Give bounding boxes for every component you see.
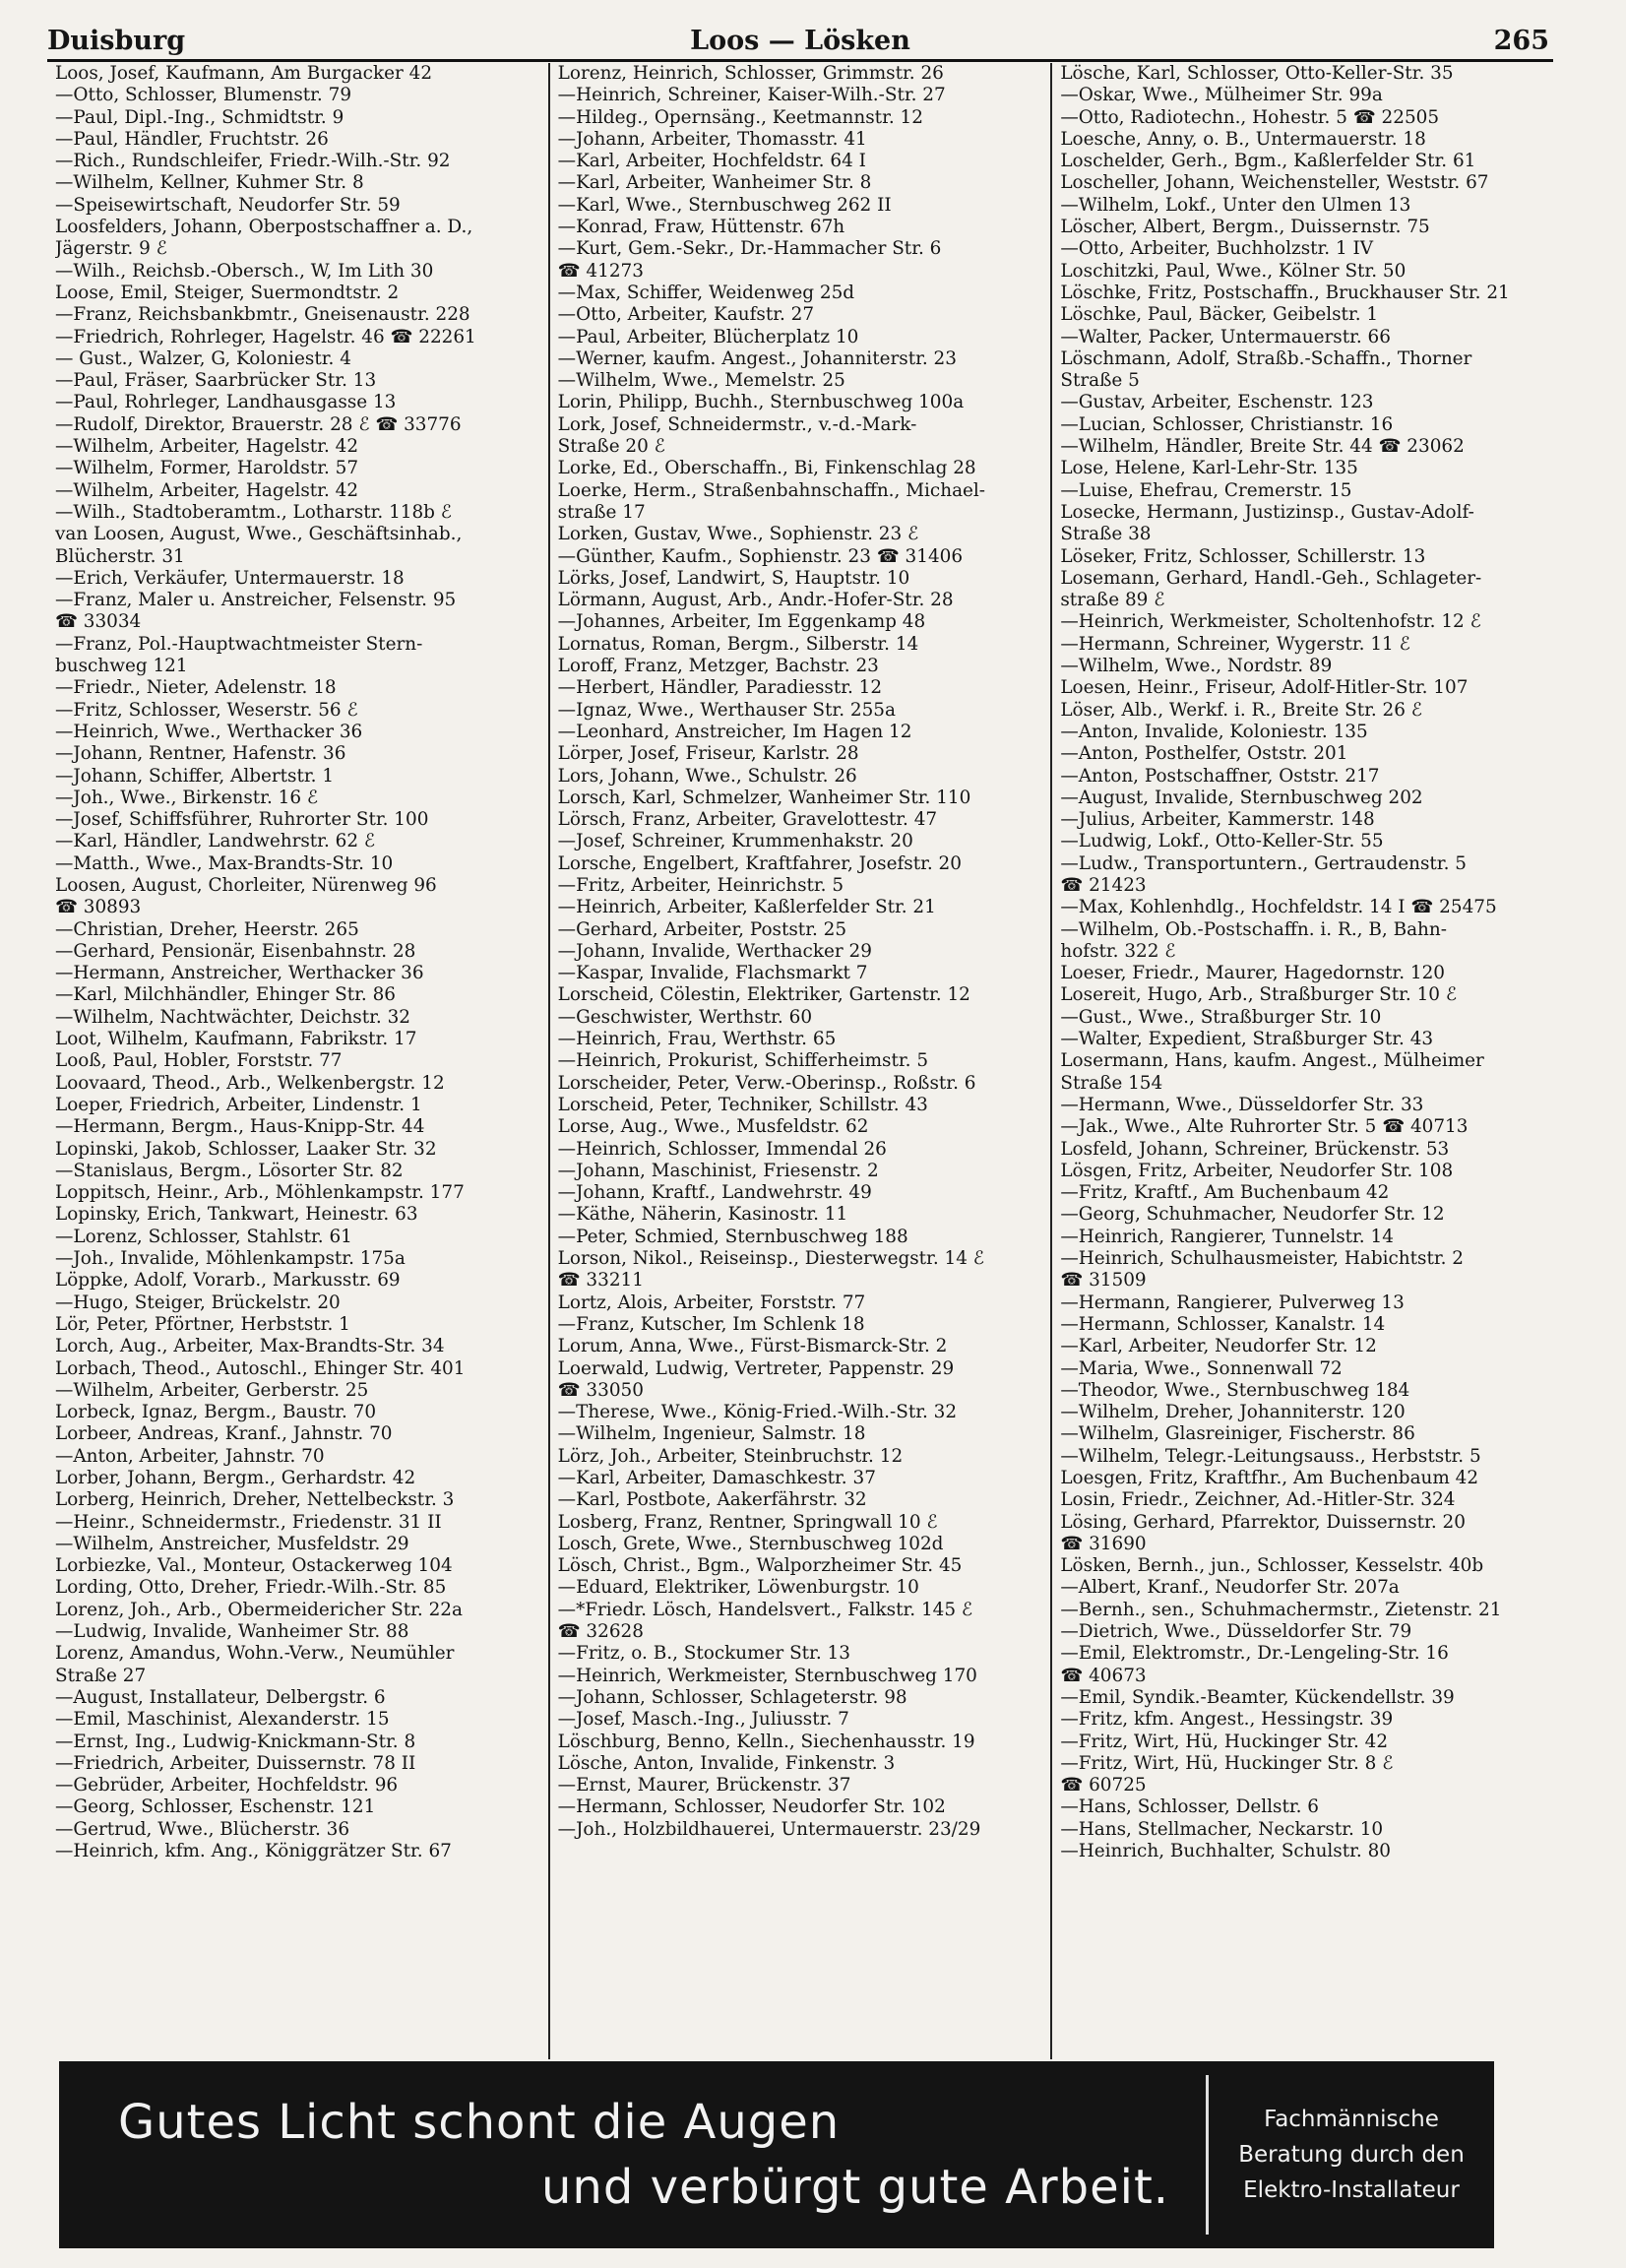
directory-entry: Lose, Helene, Karl-Lehr-Str. 135 <box>1060 458 1358 479</box>
directory-entry: —Max, Kohlenhdlg., Hochfeldstr. 14 I ☎ 25475 <box>1060 897 1497 918</box>
directory-entry: Lorbeck, Ignaz, Bergm., Baustr. 70 <box>55 1402 377 1423</box>
directory-entry: —Anton, Postschaffner, Oststr. 217 <box>1060 765 1380 787</box>
directory-entry: —August, Installateur, Delbergstr. 6 <box>55 1686 386 1708</box>
directory-entry: —Johann, Schlosser, Schlageterstr. 98 <box>557 1686 907 1708</box>
directory-entry: —Herbert, Händler, Paradiesstr. 12 <box>557 677 883 699</box>
directory-entry: ☎ 40673 <box>1060 1665 1147 1686</box>
ad-side-line: Fachmännische <box>1264 2107 1439 2132</box>
directory-entry: —Konrad, Fraw, Hüttenstr. 67h <box>557 217 845 238</box>
directory-entry: Löschke, Paul, Bäcker, Geibelstr. 1 <box>1060 304 1379 326</box>
directory-entry: —Gerhard, Pensionär, Eisenbahnstr. 28 <box>55 940 416 962</box>
directory-entry: Lors, Johann, Wwe., Schulstr. 26 <box>557 765 857 787</box>
directory-entry: —Paul, Dipl.-Ing., Schmidtstr. 9 <box>55 106 344 128</box>
directory-entry: Lorbiezke, Val., Monteur, Ostackerweg 104 <box>55 1555 453 1577</box>
directory-entry: —Stanislaus, Bergm., Lösorter Str. 82 <box>55 1160 404 1181</box>
directory-entry: —Heinr., Schneidermstr., Friedenstr. 31 II <box>55 1511 442 1533</box>
directory-entry: —Karl, Postbote, Aakerfährstr. 32 <box>557 1489 867 1511</box>
directory-entry: —Jak., Wwe., Alte Ruhrorter Str. 5 ☎ 40713 <box>1060 1116 1469 1138</box>
directory-entry: —Wilhelm, Kellner, Kuhmer Str. 8 <box>55 172 364 194</box>
directory-entry: —Rich., Rundschleifer, Friedr.-Wilh.-Str. 92 <box>55 151 451 172</box>
directory-entry: van Loosen, August, Wwe., Geschäftsinhab., <box>55 524 463 545</box>
directory-entry: —Johann, Kraftf., Landwehrstr. 49 <box>557 1182 872 1204</box>
directory-entry: —Heinrich, Frau, Werthstr. 65 <box>557 1029 837 1050</box>
directory-entry: —Heinrich, Werkmeister, Scholtenhofstr. 12 ℰ <box>1060 611 1481 633</box>
directory-entry: —Ernst, Maurer, Brückenstr. 37 <box>557 1775 851 1796</box>
directory-entry: Losereit, Hugo, Arb., Straßburger Str. 10 ℰ <box>1060 984 1457 1006</box>
directory-entry: —Käthe, Näherin, Kasinostr. 11 <box>557 1204 848 1226</box>
directory-columns <box>47 63 1553 2059</box>
directory-entry: Loeser, Friedr., Maurer, Hagedornstr. 120 <box>1060 963 1445 984</box>
directory-entry: Blücherstr. 31 <box>55 545 185 567</box>
directory-entry: —Karl, Händler, Landwehrstr. 62 ℰ <box>55 831 376 852</box>
directory-entry: —Karl, Arbeiter, Neudorfer Str. 12 <box>1060 1336 1377 1357</box>
ad-slogan-line-2: und verbürgt gute Arbeit. <box>541 2160 1170 2215</box>
directory-entry: —Karl, Milchhändler, Ehinger Str. 86 <box>55 984 396 1006</box>
directory-entry: Loroff, Franz, Metzger, Bachstr. 23 <box>557 656 879 677</box>
directory-entry: Löscher, Albert, Bergm., Duissernstr. 75 <box>1060 217 1430 238</box>
directory-entry: Lösgen, Fritz, Arbeiter, Neudorfer Str. 108 <box>1060 1160 1454 1181</box>
directory-entry: —Gust., Wwe., Straßburger Str. 10 <box>1060 1006 1382 1028</box>
column-3 <box>1050 63 1553 2059</box>
directory-entry: —Josef, Masch.-Ing., Juliusstr. 7 <box>557 1709 849 1731</box>
directory-entry: —Josef, Schreiner, Krummenhakstr. 20 <box>557 831 913 852</box>
directory-entry: —Fritz, Schlosser, Weserstr. 56 ℰ <box>55 699 358 721</box>
directory-entry: —Geschwister, Werthstr. 60 <box>557 1006 813 1028</box>
directory-entry: Loscheller, Johann, Weichensteller, Weststr. 67 <box>1060 172 1489 194</box>
directory-entry: Jägerstr. 9 ℰ <box>55 238 167 260</box>
directory-entry: —Karl, Arbeiter, Hochfeldstr. 64 I <box>557 151 866 172</box>
directory-entry: Lörsch, Franz, Arbeiter, Gravelottestr. 47 <box>557 809 938 831</box>
column-2 <box>548 63 1051 2059</box>
directory-entry: —Fritz, o. B., Stockumer Str. 13 <box>557 1643 850 1665</box>
directory-entry: Losch, Grete, Wwe., Sternbuschweg 102d <box>557 1533 944 1554</box>
directory-entry: —Hermann, Anstreicher, Werthacker 36 <box>55 963 424 984</box>
directory-entry: Loosen, August, Chorleiter, Nürenweg 96 <box>55 874 437 896</box>
directory-entry: —Wilhelm, Arbeiter, Gerberstr. 25 <box>55 1379 369 1401</box>
directory-entry: buschweg 121 <box>55 656 188 677</box>
directory-entry: —Johann, Schiffer, Albertstr. 1 <box>55 765 335 787</box>
directory-entry: —Julius, Arbeiter, Kammerstr. 148 <box>1060 809 1375 831</box>
directory-entry: Lörmann, August, Arb., Andr.-Hofer-Str. 28 <box>557 590 954 611</box>
directory-entry: Löschmann, Adolf, Straßb.-Schaffn., Thorner <box>1060 347 1472 369</box>
directory-entry: Lornatus, Roman, Bergm., Silberstr. 14 <box>557 633 919 655</box>
directory-entry: —Paul, Fräser, Saarbrücker Str. 13 <box>55 370 377 392</box>
directory-entry: —Erich, Verkäufer, Untermauerstr. 18 <box>55 567 405 589</box>
directory-entry: —Gustav, Arbeiter, Eschenstr. 123 <box>1060 392 1374 413</box>
directory-entry: Lorke, Ed., Oberschaffn., Bi, Finkenschlag 28 <box>557 458 976 479</box>
directory-entry: Löseker, Fritz, Schlosser, Schillerstr. 13 <box>1060 545 1426 567</box>
directory-entry: —Hermann, Schlosser, Neudorfer Str. 102 <box>557 1796 946 1818</box>
advertisement-banner <box>59 2061 1494 2248</box>
directory-entry: —Gertrud, Wwe., Blücherstr. 36 <box>55 1818 350 1840</box>
directory-entry: —Joh., Invalide, Möhlenkampstr. 175a <box>55 1248 406 1270</box>
directory-entry: —Emil, Syndik.-Beamter, Kückendellstr. 39 <box>1060 1686 1455 1708</box>
ad-slogan <box>59 2061 1206 2248</box>
directory-entry: —Joh., Wwe., Birkenstr. 16 ℰ <box>55 787 319 808</box>
directory-entry: —Walter, Expedient, Straßburger Str. 43 <box>1060 1029 1434 1050</box>
directory-entry: Loppitsch, Heinr., Arb., Möhlenkampstr. 177 <box>55 1182 465 1204</box>
ad-side-panel <box>1206 2075 1494 2235</box>
directory-entry: —Lucian, Schlosser, Christianstr. 16 <box>1060 413 1394 435</box>
directory-entry: —Otto, Schlosser, Blumenstr. 79 <box>55 85 352 106</box>
directory-entry: Lorenz, Joh., Arb., Obermeidericher Str. 22a <box>55 1599 463 1620</box>
directory-entry: —Matth., Wwe., Max-Brandts-Str. 10 <box>55 852 394 874</box>
directory-entry: —Luise, Ehefrau, Cremerstr. 15 <box>1060 479 1352 501</box>
directory-entry: Löppke, Adolf, Vorarb., Markusstr. 69 <box>55 1270 401 1292</box>
directory-entry: —*Friedr. Lösch, Handelsvert., Falkstr. 145 ℰ <box>557 1599 973 1620</box>
directory-entry: Losemann, Gerhard, Handl.-Geh., Schlageter- <box>1060 567 1482 589</box>
directory-entry: —Wilhelm, Händler, Breite Str. 44 ☎ 23062 <box>1060 436 1465 458</box>
directory-entry: —Friedr., Nieter, Adelenstr. 18 <box>55 677 337 699</box>
directory-entry: —Otto, Arbeiter, Kaufstr. 27 <box>557 304 815 326</box>
directory-entry: Straße 154 <box>1060 1072 1163 1094</box>
directory-entry: Lopinsky, Erich, Tankwart, Heinestr. 63 <box>55 1204 418 1226</box>
directory-entry: —Franz, Pol.-Hauptwachtmeister Stern- <box>55 633 423 655</box>
directory-entry: —Kurt, Gem.-Sekr., Dr.-Hammacher Str. 6 <box>557 238 942 260</box>
header-city: Duisburg <box>47 26 186 56</box>
directory-entry: —Paul, Arbeiter, Blücherplatz 10 <box>557 326 859 347</box>
directory-entry: Straße 5 <box>1060 370 1140 392</box>
directory-entry: Losecke, Hermann, Justizinsp., Gustav-Adolf- <box>1060 501 1474 523</box>
directory-entry: Lorenz, Amandus, Wohn.-Verw., Neumühler <box>55 1643 455 1665</box>
directory-entry: —Wilhelm, Ingenieur, Salmstr. 18 <box>557 1423 866 1445</box>
directory-entry: ☎ 41273 <box>557 260 644 282</box>
directory-entry: ☎ 31690 <box>1060 1533 1147 1554</box>
directory-entry: Loschelder, Gerh., Bgm., Kaßlerfelder Str. 61 <box>1060 151 1476 172</box>
directory-entry: —Gebrüder, Arbeiter, Hochfeldstr. 96 <box>55 1775 399 1796</box>
directory-entry: —Wilh., Stadtoberamtm., Lotharstr. 118b ℰ <box>55 501 452 523</box>
directory-entry: Lork, Josef, Schneidermstr., v.-d.-Mark- <box>557 413 917 435</box>
directory-entry: —Heinrich, Schulhausmeister, Habichtstr. 2 <box>1060 1248 1465 1270</box>
directory-entry: —Anton, Posthelfer, Oststr. 201 <box>1060 743 1348 765</box>
directory-entry: —Leonhard, Anstreicher, Im Hagen 12 <box>557 721 912 742</box>
directory-entry: —Otto, Radiotechn., Hohestr. 5 ☎ 22505 <box>1060 106 1440 128</box>
directory-entry: Löschke, Fritz, Postschaffn., Bruckhauser Str. 21 <box>1060 282 1510 303</box>
directory-entry: Lör, Peter, Pförtner, Herbststr. 1 <box>55 1313 350 1335</box>
directory-entry: —Eduard, Elektriker, Löwenburgstr. 10 <box>557 1577 919 1599</box>
directory-entry: —Albert, Kranf., Neudorfer Str. 207a <box>1060 1577 1400 1599</box>
ad-slogan-line-1: Gutes Licht schont die Augen <box>118 2095 841 2150</box>
directory-entry: —Oskar, Wwe., Mülheimer Str. 99a <box>1060 85 1383 106</box>
directory-entry: —Hermann, Wwe., Düsseldorfer Str. 33 <box>1060 1094 1424 1115</box>
directory-entry: Lording, Otto, Dreher, Friedr.-Wilh.-Str. 85 <box>55 1577 447 1599</box>
directory-entry: —Wilh., Reichsb.-Obersch., W, Im Lith 30 <box>55 260 434 282</box>
directory-entry: —Wilhelm, Wwe., Memelstr. 25 <box>557 370 845 392</box>
directory-entry: Loerwald, Ludwig, Vertreter, Pappenstr. 29 <box>557 1357 955 1379</box>
directory-entry: Lorberg, Heinrich, Dreher, Nettelbeckstr. 3 <box>55 1489 455 1511</box>
directory-entry: Loesche, Anny, o. B., Untermauerstr. 18 <box>1060 128 1426 150</box>
directory-entry: Lösche, Karl, Schlosser, Otto-Keller-Str. 35 <box>1060 63 1454 84</box>
directory-entry: Lorson, Nikol., Reiseinsp., Diesterwegstr. 14 ℰ <box>557 1248 984 1270</box>
directory-entry: —Karl, Arbeiter, Damaschkestr. 37 <box>557 1468 876 1488</box>
directory-entry: — Gust., Walzer, G, Koloniestr. 4 <box>55 347 351 369</box>
directory-entry: Lorenz, Heinrich, Schlosser, Grimmstr. 26 <box>557 63 944 84</box>
directory-entry: Loosfelders, Johann, Oberpostschaffner a. D., <box>55 217 473 238</box>
directory-entry: ☎ 30893 <box>55 897 142 918</box>
directory-entry: —Walter, Packer, Untermauerstr. 66 <box>1060 326 1391 347</box>
directory-entry: Lorbach, Theod., Autoschl., Ehinger Str. 401 <box>55 1357 466 1379</box>
directory-entry: —Heinrich, Wwe., Werthacker 36 <box>55 721 363 742</box>
directory-entry: —Emil, Elektromstr., Dr.-Lengeling-Str. 16 <box>1060 1643 1449 1665</box>
directory-entry: —Günther, Kaufm., Sophienstr. 23 ☎ 31406 <box>557 545 964 567</box>
directory-entry: Lopinski, Jakob, Schlosser, Laaker Str. 32 <box>55 1138 437 1160</box>
directory-entry: Loos, Josef, Kaufmann, Am Burgacker 42 <box>55 63 433 84</box>
directory-entry: Lorbeer, Andreas, Kranf., Jahnstr. 70 <box>55 1423 393 1445</box>
directory-entry: —Fritz, Arbeiter, Heinrichstr. 5 <box>557 874 844 896</box>
directory-entry: Lorber, Johann, Bergm., Gerhardstr. 42 <box>55 1468 416 1488</box>
directory-entry: ☎ 33211 <box>557 1270 644 1292</box>
directory-entry: Lorscheid, Peter, Techniker, Schillstr. 43 <box>557 1094 928 1115</box>
directory-entry: —Wilhelm, Ob.-Postschaffn. i. R., B, Bahn- <box>1060 918 1447 940</box>
directory-entry: —August, Invalide, Sternbuschweg 202 <box>1060 787 1423 808</box>
directory-entry: —Hildeg., Opernsäng., Keetmannstr. 12 <box>557 106 923 128</box>
header-range: Loos — Lösken <box>690 26 910 56</box>
directory-entry: Lösche, Anton, Invalide, Finkenstr. 3 <box>557 1752 896 1774</box>
directory-entry: Lorin, Philipp, Buchh., Sternbuschweg 100a <box>557 392 965 413</box>
directory-entry: —Wilhelm, Former, Haroldstr. 57 <box>55 458 359 479</box>
directory-entry: —Ludw., Transportuntern., Gertraudenstr. 5 <box>1060 852 1467 874</box>
directory-entry: Lorsche, Engelbert, Kraftfahrer, Josefstr. 20 <box>557 852 962 874</box>
directory-entry: —Heinrich, Buchhalter, Schulstr. 80 <box>1060 1841 1391 1862</box>
directory-entry: —Georg, Schlosser, Eschenstr. 121 <box>55 1796 376 1818</box>
directory-entry: Loeper, Friedrich, Arbeiter, Lindenstr. 1 <box>55 1094 422 1115</box>
directory-entry: Löschburg, Benno, Kelln., Siechenhausstr. 19 <box>557 1731 975 1752</box>
directory-entry: —Fritz, Wirt, Hü, Huckinger Str. 42 <box>1060 1731 1389 1752</box>
directory-entry: Lorken, Gustav, Wwe., Sophienstr. 23 ℰ <box>557 524 919 545</box>
directory-entry: —Rudolf, Direktor, Brauerstr. 28 ℰ ☎ 33776 <box>55 413 462 435</box>
directory-entry: —Werner, kaufm. Angest., Johanniterstr. 23 <box>557 347 957 369</box>
directory-entry: —Hans, Schlosser, Dellstr. 6 <box>1060 1796 1320 1818</box>
directory-entry: Loose, Emil, Steiger, Suermondtstr. 2 <box>55 282 400 303</box>
directory-entry: —Franz, Maler u. Anstreicher, Felsenstr. 95 <box>55 590 457 611</box>
directory-entry: —Wilhelm, Wwe., Nordstr. 89 <box>1060 656 1333 677</box>
directory-entry: —Wilhelm, Dreher, Johanniterstr. 120 <box>1060 1402 1406 1423</box>
directory-entry: Straße 20 ℰ <box>557 436 665 458</box>
directory-entry: —Heinrich, Rangierer, Tunnelstr. 14 <box>1060 1226 1394 1247</box>
directory-entry: —Ignaz, Wwe., Werthauser Str. 255a <box>557 699 896 721</box>
directory-entry: Loovaard, Theod., Arb., Welkenbergstr. 12 <box>55 1072 445 1094</box>
directory-entry: —Fritz, Wirt, Hü, Huckinger Str. 8 ℰ <box>1060 1752 1394 1774</box>
directory-entry: Lorum, Anna, Wwe., Fürst-Bismarck-Str. 2 <box>557 1336 948 1357</box>
directory-entry: Lorscheider, Peter, Verw.-Oberinsp., Roßstr. 6 <box>557 1072 976 1094</box>
directory-entry: —Therese, Wwe., König-Fried.-Wilh.-Str. 32 <box>557 1402 958 1423</box>
ad-side-line: Elektro-Installateur <box>1243 2177 1460 2203</box>
directory-entry: —Wilhelm, Glasreiniger, Fischerstr. 86 <box>1060 1423 1415 1445</box>
directory-entry: Lörz, Joh., Arbeiter, Steinbruchstr. 12 <box>557 1445 904 1467</box>
column-1 <box>47 63 548 2059</box>
directory-entry: Loerke, Herm., Straßenbahnschaffn., Michael- <box>557 479 986 501</box>
directory-entry: Losin, Friedr., Zeichner, Ad.-Hitler-Str. 324 <box>1060 1489 1456 1511</box>
directory-entry: ☎ 33050 <box>557 1379 644 1401</box>
directory-entry: —Gerhard, Arbeiter, Poststr. 25 <box>557 918 847 940</box>
directory-entry: —Franz, Reichsbankbmtr., Gneisenaustr. 228 <box>55 304 470 326</box>
directory-entry: —Heinrich, Werkmeister, Sternbuschweg 170 <box>557 1665 977 1686</box>
directory-entry: —Wilhelm, Telegr.-Leitungsauss., Herbststr. 5 <box>1060 1445 1481 1467</box>
directory-entry: —Heinrich, Schlosser, Immendal 26 <box>557 1138 887 1160</box>
directory-entry: Looß, Paul, Hobler, Forststr. 77 <box>55 1050 343 1072</box>
directory-entry: —Maria, Wwe., Sonnenwall 72 <box>1060 1357 1343 1379</box>
directory-entry: —Christian, Dreher, Heerstr. 265 <box>55 918 359 940</box>
directory-entry: —Karl, Wwe., Sternbuschweg 262 II <box>557 194 892 216</box>
directory-entry: —Theodor, Wwe., Sternbuschweg 184 <box>1060 1379 1410 1401</box>
directory-entry: —Wilhelm, Nachtwächter, Deichstr. 32 <box>55 1006 410 1028</box>
directory-entry: —Speisewirtschaft, Neudorfer Str. 59 <box>55 194 401 216</box>
directory-entry: Lösch, Christ., Bgm., Walporzheimer Str. 45 <box>557 1555 963 1577</box>
directory-entry: —Lorenz, Schlosser, Stahlstr. 61 <box>55 1226 352 1247</box>
directory-entry: —Paul, Händler, Fruchtstr. 26 <box>55 128 329 150</box>
directory-entry: —Wilhelm, Arbeiter, Hagelstr. 42 <box>55 479 359 501</box>
directory-entry: —Max, Schiffer, Weidenweg 25d <box>557 282 855 303</box>
directory-entry: —Heinrich, kfm. Ang., Königgrätzer Str. 67 <box>55 1841 452 1862</box>
directory-entry: —Johann, Maschinist, Friesenstr. 2 <box>557 1160 879 1181</box>
directory-entry: Loesen, Heinr., Friseur, Adolf-Hitler-Str. 107 <box>1060 677 1469 699</box>
directory-entry: —Hermann, Rangierer, Pulverweg 13 <box>1060 1292 1405 1313</box>
directory-entry: —Bernh., sen., Schuhmachermstr., Zietenstr. 21 <box>1060 1599 1502 1620</box>
directory-entry: —Dietrich, Wwe., Düsseldorfer Str. 79 <box>1060 1621 1412 1643</box>
directory-entry: Löser, Alb., Werkf. i. R., Breite Str. 26 ℰ <box>1060 699 1422 721</box>
directory-entry: ☎ 32628 <box>557 1621 644 1643</box>
directory-entry: —Anton, Arbeiter, Jahnstr. 70 <box>55 1445 325 1467</box>
directory-entry: —Johann, Invalide, Werthacker 29 <box>557 940 872 962</box>
directory-entry: —Hermann, Bergm., Haus-Knipp-Str. 44 <box>55 1116 425 1138</box>
page-header <box>47 26 1553 62</box>
directory-entry: Lösken, Bernh., jun., Schlosser, Kesselstr. 40b <box>1060 1555 1484 1577</box>
directory-entry: —Josef, Schiffsführer, Ruhrorter Str. 100 <box>55 809 429 831</box>
directory-entry: Lörks, Josef, Landwirt, S, Hauptstr. 10 <box>557 567 910 589</box>
directory-entry: —Hans, Stellmacher, Neckarstr. 10 <box>1060 1818 1384 1840</box>
directory-entry: —Heinrich, Prokurist, Schifferheimstr. 5 <box>557 1050 929 1072</box>
directory-entry: ☎ 33034 <box>55 611 142 633</box>
directory-entry: —Hugo, Steiger, Brückelstr. 20 <box>55 1292 341 1313</box>
directory-entry: straße 17 <box>557 501 646 523</box>
directory-entry: —Anton, Invalide, Koloniestr. 135 <box>1060 721 1368 742</box>
directory-entry: Loschitzki, Paul, Wwe., Kölner Str. 50 <box>1060 260 1407 282</box>
directory-entry: Straße 27 <box>55 1665 147 1686</box>
directory-entry: —Karl, Arbeiter, Wanheimer Str. 8 <box>557 172 872 194</box>
page-number: 265 <box>1493 26 1549 56</box>
directory-entry: —Otto, Arbeiter, Buchholzstr. 1 IV <box>1060 238 1374 260</box>
directory-entry: Losfeld, Johann, Schreiner, Brückenstr. 53 <box>1060 1138 1450 1160</box>
directory-entry: —Hermann, Schlosser, Kanalstr. 14 <box>1060 1313 1386 1335</box>
directory-entry: —Emil, Maschinist, Alexanderstr. 15 <box>55 1709 390 1731</box>
directory-entry: —Ludwig, Invalide, Wanheimer Str. 88 <box>55 1621 409 1643</box>
directory-entry: Lösing, Gerhard, Pfarrektor, Duissernstr. 20 <box>1060 1511 1466 1533</box>
directory-entry: ☎ 31509 <box>1060 1270 1147 1292</box>
directory-entry: hofstr. 322 ℰ <box>1060 940 1176 962</box>
directory-entry: —Friedrich, Arbeiter, Duissernstr. 78 II <box>55 1752 416 1774</box>
directory-entry: —Heinrich, Schreiner, Kaiser-Wilh.-Str. 27 <box>557 85 946 106</box>
directory-entry: ☎ 60725 <box>1060 1775 1147 1796</box>
directory-entry: —Kaspar, Invalide, Flachsmarkt 7 <box>557 963 868 984</box>
directory-entry: —Wilhelm, Arbeiter, Hagelstr. 42 <box>55 436 359 458</box>
directory-entry: Losberg, Franz, Rentner, Springwall 10 ℰ <box>557 1511 938 1533</box>
directory-entry: —Peter, Schmied, Sternbuschweg 188 <box>557 1226 908 1247</box>
directory-entry: —Fritz, kfm. Angest., Hessingstr. 39 <box>1060 1709 1394 1731</box>
directory-entry: —Johann, Arbeiter, Thomasstr. 41 <box>557 128 867 150</box>
directory-entry: Lörper, Josef, Friseur, Karlstr. 28 <box>557 743 859 765</box>
directory-entry: Lorscheid, Cölestin, Elektriker, Gartenstr. 12 <box>557 984 970 1006</box>
directory-entry: Lorse, Aug., Wwe., Musfeldstr. 62 <box>557 1116 869 1138</box>
directory-entry: —Friedrich, Rohrleger, Hagelstr. 46 ☎ 22261 <box>55 326 476 347</box>
directory-entry: Straße 38 <box>1060 524 1152 545</box>
ad-side-line: Beratung durch den <box>1238 2142 1465 2168</box>
directory-entry: —Johannes, Arbeiter, Im Eggenkamp 48 <box>557 611 926 633</box>
directory-entry: —Ludwig, Lokf., Otto-Keller-Str. 55 <box>1060 831 1384 852</box>
directory-entry: Lorsch, Karl, Schmelzer, Wanheimer Str. 110 <box>557 787 971 808</box>
directory-entry: —Georg, Schuhmacher, Neudorfer Str. 12 <box>1060 1204 1445 1226</box>
directory-entry: Lorch, Aug., Arbeiter, Max-Brandts-Str. 34 <box>55 1336 445 1357</box>
directory-entry: ☎ 21423 <box>1060 874 1147 896</box>
directory-entry: —Paul, Rohrleger, Landhausgasse 13 <box>55 392 397 413</box>
directory-entry: —Heinrich, Arbeiter, Kaßlerfelder Str. 21 <box>557 897 936 918</box>
directory-entry: Loesgen, Fritz, Kraftfhr., Am Buchenbaum 42 <box>1060 1468 1479 1488</box>
directory-entry: Lortz, Alois, Arbeiter, Forststr. 77 <box>557 1292 866 1313</box>
directory-entry: —Fritz, Kraftf., Am Buchenbaum 42 <box>1060 1182 1390 1204</box>
directory-entry: Losermann, Hans, kaufm. Angest., Mülheimer <box>1060 1050 1484 1072</box>
directory-entry: Loot, Wilhelm, Kaufmann, Fabrikstr. 17 <box>55 1029 417 1050</box>
directory-entry: —Wilhelm, Anstreicher, Musfeldstr. 29 <box>55 1533 409 1554</box>
directory-entry: —Johann, Rentner, Hafenstr. 36 <box>55 743 346 765</box>
directory-entry: —Hermann, Schreiner, Wygerstr. 11 ℰ <box>1060 633 1410 655</box>
directory-entry: —Wilhelm, Lokf., Unter den Ulmen 13 <box>1060 194 1411 216</box>
directory-entry: —Franz, Kutscher, Im Schlenk 18 <box>557 1313 865 1335</box>
directory-entry: —Ernst, Ing., Ludwig-Knickmann-Str. 8 <box>55 1731 416 1752</box>
directory-entry: straße 89 ℰ <box>1060 590 1165 611</box>
directory-entry: —Joh., Holzbildhauerei, Untermauerstr. 23/29 <box>557 1818 981 1840</box>
